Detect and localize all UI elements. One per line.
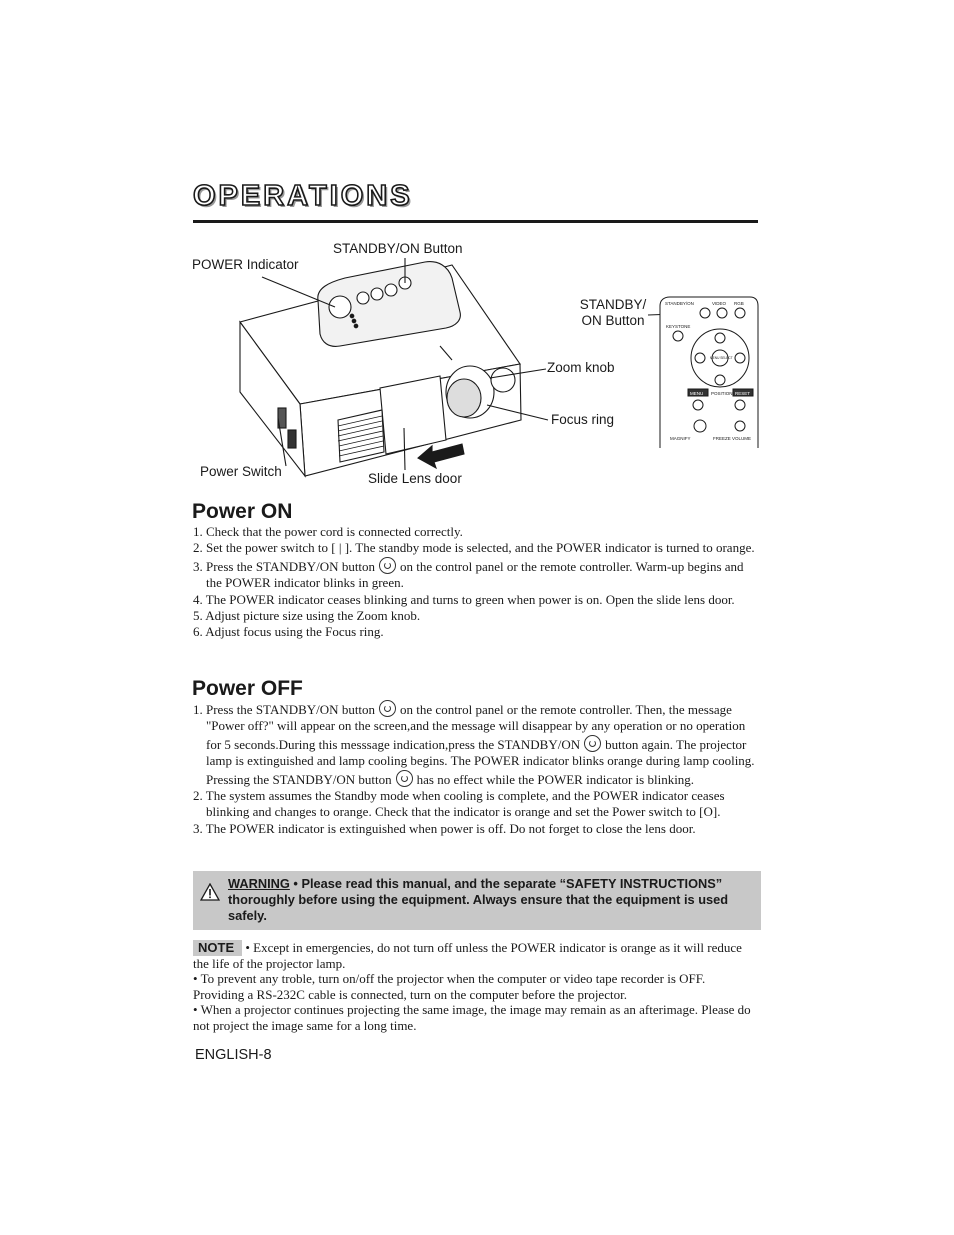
- note-label: NOTE: [193, 940, 242, 956]
- list-item: 3. Press the STANDBY/ON button on the control panel or the remote controller. Warm-up begins and the POWER indicator blinks in green.: [193, 558, 744, 591]
- remote-menu-select-label: MENU SELECT: [710, 356, 733, 360]
- label-power-switch: Power Switch: [200, 464, 282, 479]
- note-line-3: • When a projector continues projecting the same image, the image may remain as an afterimage. Please do not project the image same for a long time.: [193, 1002, 751, 1033]
- list-item: 1. Press the STANDBY/ON button on the control panel or the remote controller. Then, the message "Power off?" will appear on the screen,and the message will disappear by any operation or no operation for 5 seconds.During this messsage indication,press the STANDBY/ON button again. The projector lamp is extinguished and lamp cooling begins. The POWER indicator blinks orange during lamp cooling. Pressing the STANDBY/ON button has no effect while the POWER indicator is blinking.: [193, 702, 755, 787]
- remote-freeze-label: FREEZE: [713, 436, 731, 441]
- label-standby-remote-line1: STANDBY/: [579, 297, 647, 312]
- note-line-1: • Except in emergencies, do not turn off unless the POWER indicator is orange as it will reduce the life of the projector lamp.: [193, 940, 742, 971]
- label-standby-button: STANDBY/ON Button: [333, 241, 463, 256]
- remote-keystone-label: KEYSTONE: [666, 324, 691, 329]
- list-item: 3. The POWER indicator is extinguished when power is off. Do not forget to close the lens door.: [193, 820, 696, 836]
- page-number: ENGLISH-8: [195, 1047, 272, 1063]
- note-block: [193, 940, 758, 1034]
- list-item: 5. Adjust picture size using the Zoom knob.: [193, 608, 421, 624]
- label-zoom-knob: Zoom knob: [547, 360, 615, 375]
- warning-label: WARNING: [228, 876, 290, 891]
- power-off-steps: [193, 700, 758, 837]
- remote-volume-label: VOLUME: [732, 436, 752, 441]
- list-item: 2. The system assumes the Standby mode when cooling is complete, and the POWER indicator ceases blinking and changes to orange. Check that the indicator is orange and set the Power switch to [O].: [193, 788, 725, 820]
- list-item: 6. Adjust focus using the Focus ring.: [193, 624, 384, 640]
- label-standby-remote: [575, 297, 651, 329]
- remote-menu-label: MENU: [690, 391, 704, 396]
- standby-button-icon: [584, 735, 601, 752]
- remote-standby-label: STANDBY/ON: [665, 301, 694, 306]
- power-on-steps: [193, 524, 758, 641]
- warning-text-a: • Please read this manual, and the separate “SAFETY INSTRUCTIONS” thoroughly before using the equipment. Always ensure that the equipment is used safely.: [228, 876, 729, 923]
- list-item: 1. Check that the power cord is connected correctly.: [193, 524, 463, 539]
- power-on-heading: Power ON: [192, 500, 293, 523]
- projector-diagram: [0, 0, 954, 500]
- warning-triangle-icon: [200, 883, 220, 901]
- remote-reset-label: RESET: [735, 391, 751, 396]
- label-focus-ring: Focus ring: [551, 412, 615, 427]
- standby-button-icon: [396, 770, 413, 787]
- remote-controller: [660, 297, 758, 448]
- label-standby-remote-line2: ON Button: [581, 313, 645, 328]
- remote-rgb-label: RGB: [734, 301, 744, 306]
- remote-video-label: VIDEO: [712, 301, 727, 306]
- note-line-2: • To prevent any troble, turn on/off the projector when the computer or video tape recorder is OFF. Providing a RS-232C cable is connected, turn on the computer before the projector.: [193, 971, 706, 1002]
- slide-arrow-icon: [418, 444, 464, 468]
- slide-lens-door: [380, 376, 446, 454]
- standby-button-icon: [379, 557, 396, 574]
- power-off-heading: Power OFF: [192, 677, 303, 700]
- label-slide-lens-door: Slide Lens door: [368, 471, 462, 486]
- list-item: 2. Set the power switch to [ | ]. The standby mode is selected, and the POWER indicator is turned to orange.: [193, 540, 755, 556]
- standby-button-icon: [379, 700, 396, 717]
- label-power-indicator: POWER Indicator: [192, 257, 299, 272]
- remote-position-label: POSITION: [711, 391, 733, 396]
- warning-box: [193, 871, 761, 930]
- page-title: OPERATIONS: [193, 180, 413, 212]
- list-item: 4. The POWER indicator ceases blinking and turns to green when power is on. Open the slide lens door.: [193, 591, 735, 607]
- remote-magnify-label: MAGNIFY: [670, 436, 691, 441]
